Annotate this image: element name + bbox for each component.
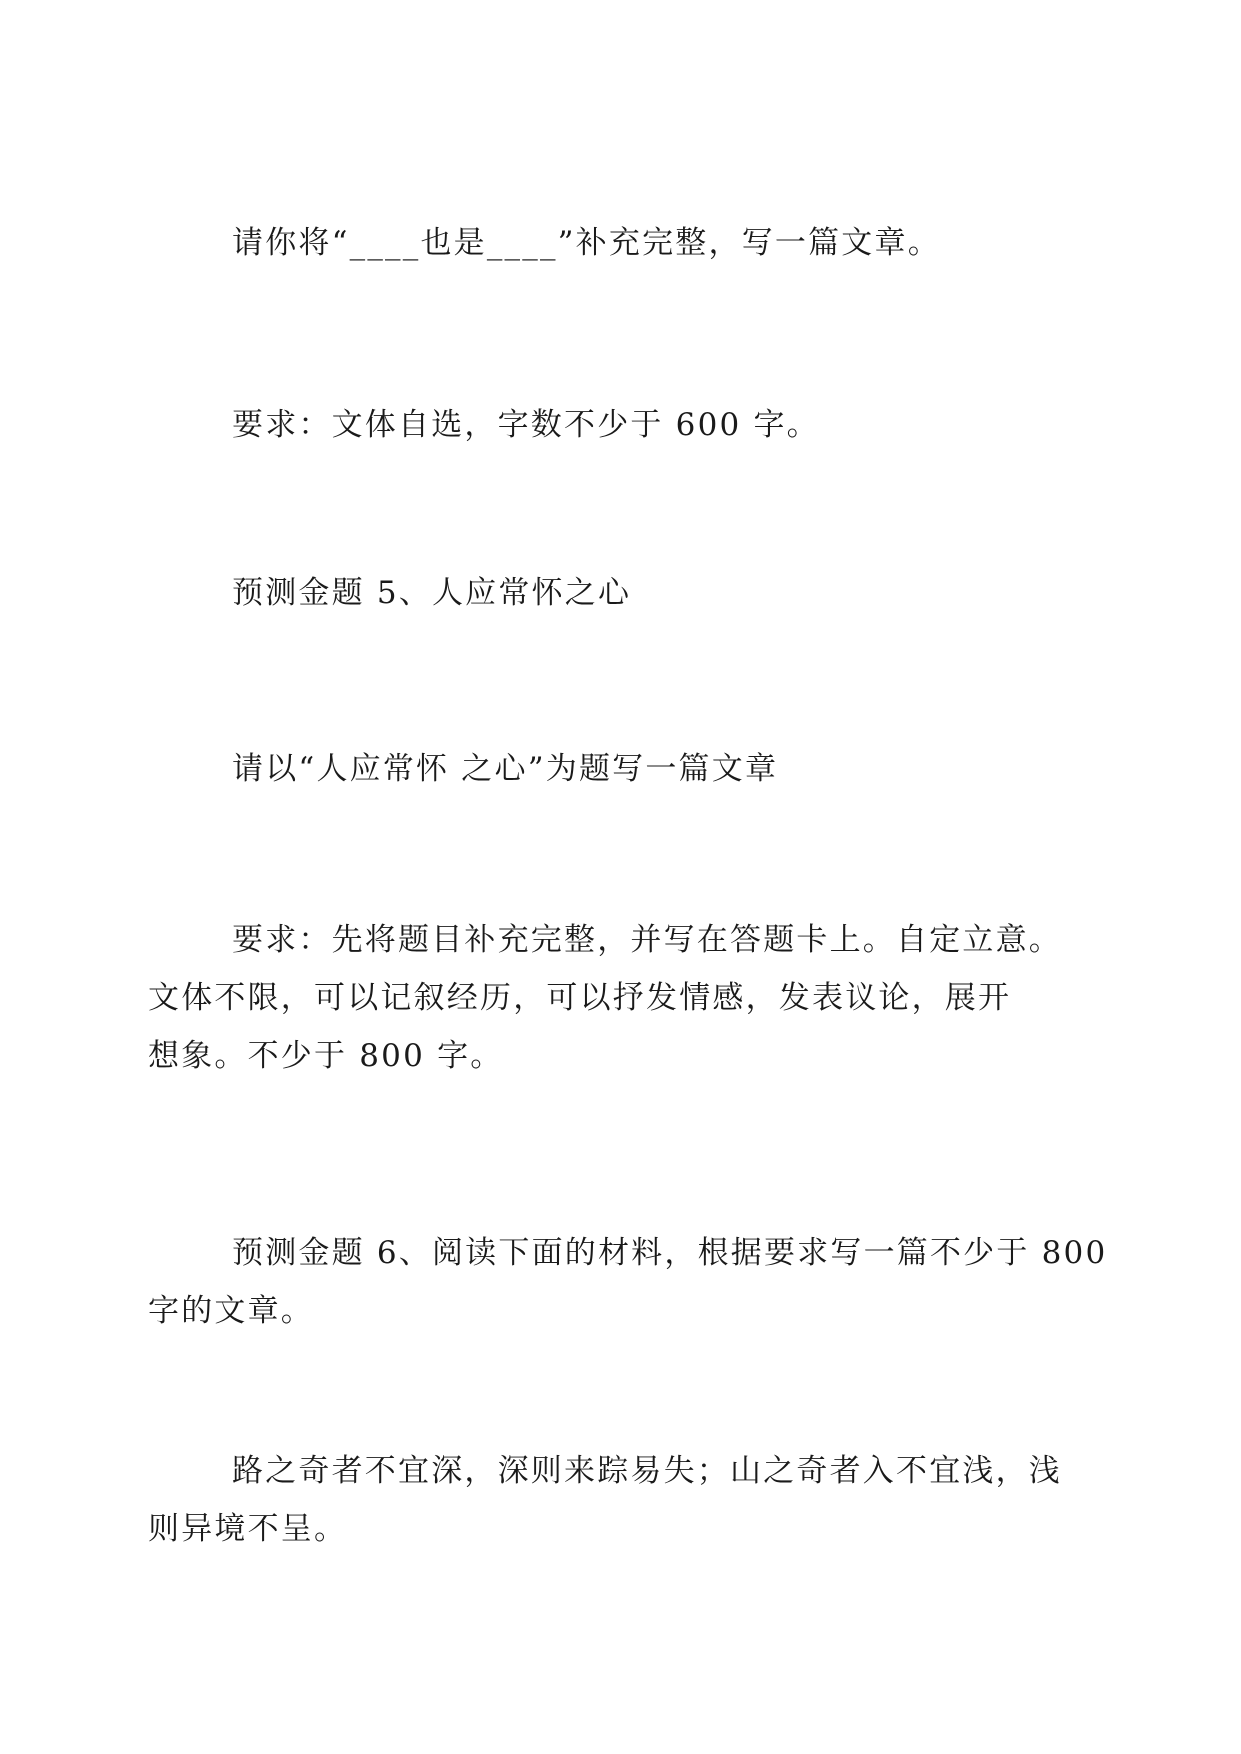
paragraph-line: 想象。不少于 800 字。 [148,1038,504,1074]
paragraph-line: 要求：文体自选，字数不少于 600 字。 [232,407,820,443]
paragraph-line: 请以“人应常怀 之心”为题写一篇文章 [232,751,779,787]
paragraph-line: 预测金题 6、阅读下面的材料，根据要求写一篇不少于 800 [232,1235,1108,1271]
paragraph-line: 请你将“____也是____”补充完整，写一篇文章。 [232,225,941,261]
paragraph-line: 路之奇者不宜深，深则来踪易失；山之奇者入不宜浅，浅 [232,1453,1062,1489]
paragraph-material-quote [148,1442,1062,1558]
paragraph-prompt-title [190,740,1060,798]
heading-prediction-5 [190,564,1060,622]
paragraph-line: 预测金题 5、人应常怀之心 [232,575,632,611]
paragraph-prompt-fill-blank [190,214,1060,272]
heading-prediction-6 [148,1224,1108,1340]
paragraph-line: 则异境不呈。 [148,1511,348,1547]
paragraph-requirement-600 [190,396,1060,454]
paragraph-line: 要求：先将题目补充完整，并写在答题卡上。自定立意。 [232,922,1062,958]
paragraph-line: 字的文章。 [148,1293,314,1329]
paragraph-line: 文体不限，可以记叙经历，可以抒发情感，发表议论，展开 [148,980,1012,1016]
paragraph-requirement-800 [148,911,1062,1085]
